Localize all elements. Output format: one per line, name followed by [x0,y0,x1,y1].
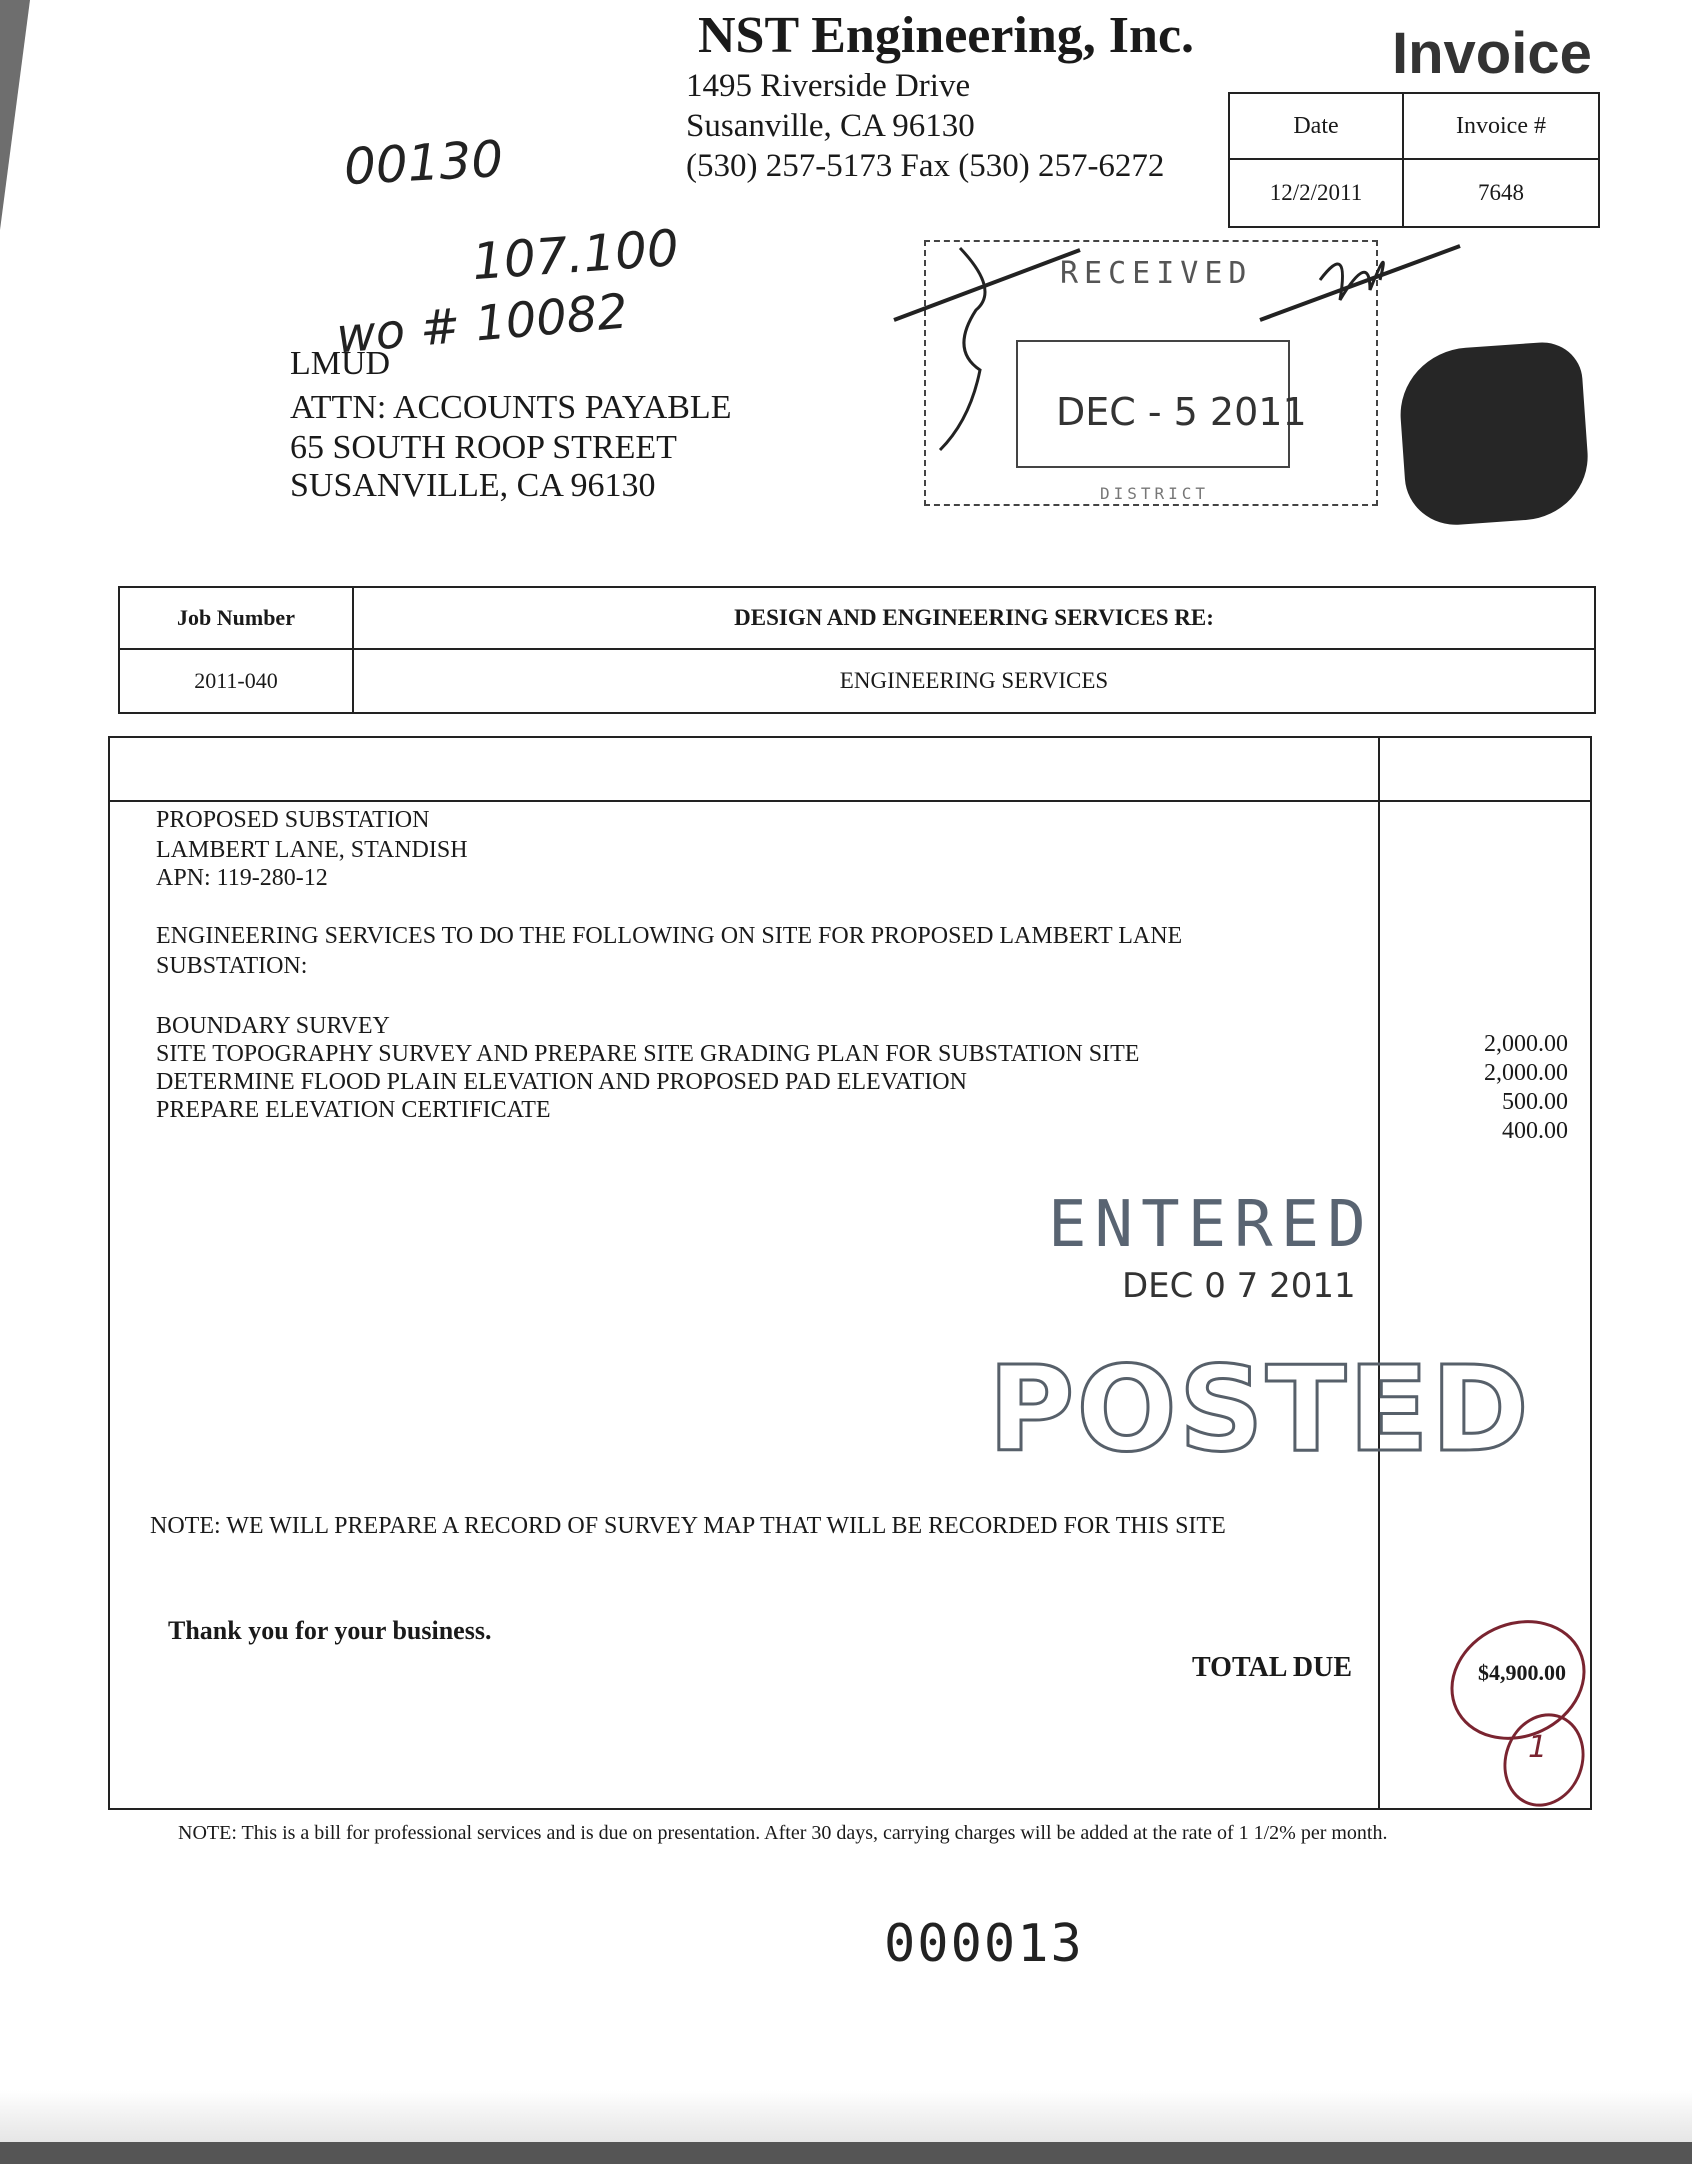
handwritten-note-account: 00130 [342,129,505,197]
bill-to-attn: ATTN: ACCOUNTS PAYABLE [290,389,732,426]
handwritten-circle-mark [1424,1610,1604,1820]
line-item-amount: 400.00 [1502,1118,1568,1144]
intro-line-1: ENGINEERING SERVICES TO DO THE FOLLOWING ON SITE FOR PROPOSED LAMBERT LANE [156,923,1183,949]
site-line-3: APN: 119-280-12 [156,865,328,891]
thank-you: Thank you for your business. [168,1616,492,1645]
entered-stamp-date: DEC 0 7 2011 [1122,1266,1356,1306]
services-value: ENGINEERING SERVICES [353,649,1595,713]
site-line-2: LAMBERT LANE, STANDISH [156,837,468,863]
line-item-description: BOUNDARY SURVEY [156,1013,390,1039]
company-address-line1: 1495 Riverside Drive [686,68,971,104]
job-number-value: 2011-040 [119,649,353,713]
ink-blot [1396,340,1592,528]
site-line-1: PROPOSED SUBSTATION [156,807,430,833]
invoice-body-frame [108,736,1592,1810]
initial-scribbles [880,220,1480,460]
handwritten-note-code: 107.100 [470,218,681,292]
company-name: NST Engineering, Inc. [698,7,1195,64]
line-item-amount: 2,000.00 [1484,1031,1568,1057]
invoice-number-label: Invoice # [1403,93,1599,159]
company-phone-fax: (530) 257-5173 Fax (530) 257-6272 [686,148,1165,184]
line-item-description: DETERMINE FLOOD PLAIN ELEVATION AND PROPOSED PAD ELEVATION [156,1069,967,1095]
line-item-description: SITE TOPOGRAPHY SURVEY AND PREPARE SITE GRADING PLAN FOR SUBSTATION SITE [156,1041,1140,1067]
received-stamp-label: RECEIVED [1060,256,1253,291]
total-due-amount: $4,900.00 [1478,1660,1566,1685]
line-item-amount: 2,000.00 [1484,1060,1568,1086]
bill-to-city: SUSANVILLE, CA 96130 [290,467,656,504]
bill-to-street: 65 SOUTH ROOP STREET [290,429,677,466]
entered-stamp: ENTERED [1048,1188,1374,1262]
invoice-date: 12/2/2011 [1229,159,1403,227]
invoice-title: Invoice [1392,21,1592,86]
job-table [118,586,1596,714]
handwritten-note-work-order: wo # 10082 [334,283,630,365]
posted-stamp: POSTED [988,1340,1531,1478]
invoice-header-box [1228,92,1600,228]
received-stamp-footer: DISTRICT [1100,484,1210,503]
amount-column-rule [1378,736,1380,1808]
document-sequence-number: 000013 [884,1914,1084,1974]
invoice-number: 7648 [1403,159,1599,227]
survey-note: NOTE: WE WILL PREPARE A RECORD OF SURVEY MAP THAT WILL BE RECORDED FOR THIS SITE [150,1513,1226,1539]
payment-terms-note: NOTE: This is a bill for professional services and is due on presentation. After 30 days, carrying charges will be added at the rate of 1 1/2% per month. [178,1822,1388,1844]
page-corner-shadow [0,0,30,230]
total-due-label: TOTAL DUE [1192,1652,1353,1683]
received-stamp-date: DEC - 5 2011 [1056,390,1307,434]
intro-line-2: SUBSTATION: [156,953,308,979]
line-item-amount: 500.00 [1502,1089,1568,1115]
line-item-description: PREPARE ELEVATION CERTIFICATE [156,1097,551,1123]
handwritten-small-mark: 1 [1528,1730,1548,1765]
date-label: Date [1229,93,1403,159]
job-number-label: Job Number [119,587,353,649]
company-address-line2: Susanville, CA 96130 [686,108,975,144]
bill-to-name: LMUD [290,345,391,382]
scan-bottom-edge [0,2090,1692,2164]
body-header-rule [110,800,1590,802]
services-label: DESIGN AND ENGINEERING SERVICES RE: [353,587,1595,649]
